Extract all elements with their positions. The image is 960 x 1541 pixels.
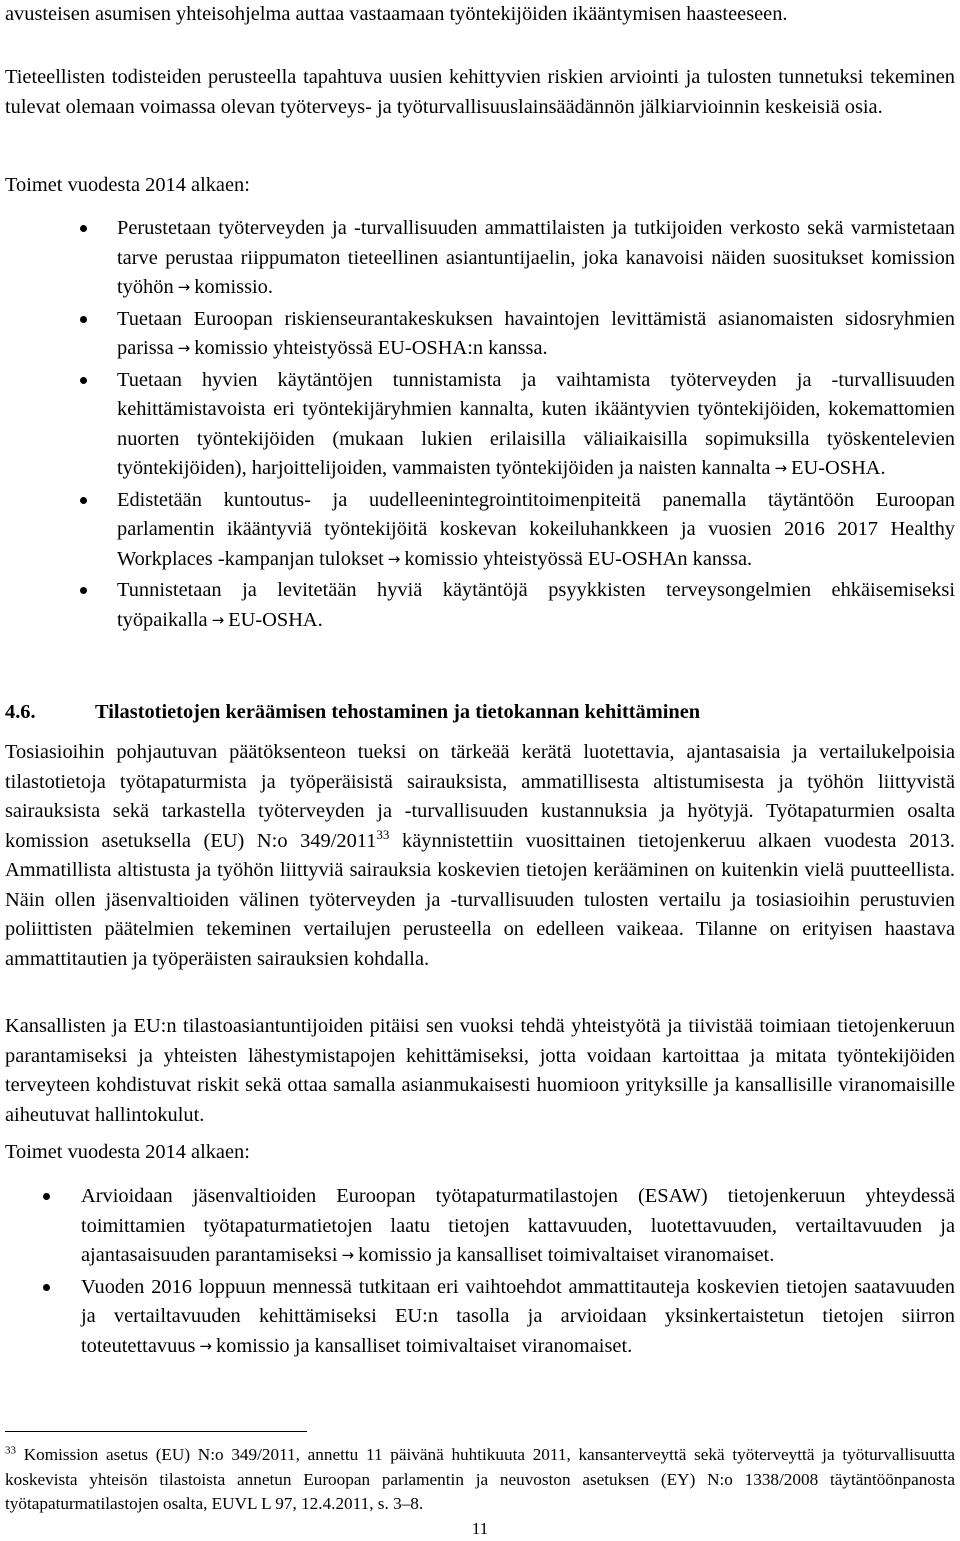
arrow-right-icon: →: [211, 610, 225, 629]
paragraph-risk-evaluation: Tieteellisten todisteiden perusteella tapahtuva uusien kehittyvien riskien arviointi ja tulosten tunnetuksi tekeminen tulevat olemaan voimassa olevan työterveys- ja työturvallisuuslainsäädännön jälkiarvioinnin keskeisiä osia.: [5, 66, 955, 118]
arrow-right-icon: →: [177, 339, 191, 357]
footnote: $^{33}$ Komission asetus (EU) N:o 349/2011, annettu 11 päivänä huhtikuuta 2011, kansanterveyttä sekä työterveyttä ja työturvallisuutta koskevista yhteisön tilastoista annetun Euroopan parlamentin ja neuvoston asetuksen (EY) N:o 1338/2008 täytäntöönpanosta työtapaturmatilastojen osalta, EUVL L 97, 12.4.2011, s. 3–8.: [5, 1444, 955, 1513]
bullet-icon: [80, 316, 87, 323]
actions-list-1: [117, 214, 955, 637]
list-item: Vuoden 2016 loppuun mennessä tutkitaan eri vaihtoehdot ammattitauteja koskevien tietojen saatavuuden ja vertailtavuuden kehittämiseksi EU:n tasolla ja arvioidaan yksinkertaistetun tietojen siirron toteutettavuus → komissio ja kansalliset toimivaltaiset viranomaiset.: [81, 1273, 955, 1363]
section-number: 4.6.: [5, 701, 36, 723]
bullet-icon: [80, 377, 87, 384]
list-item: Edistetään kuntoutus- ja uudelleenintegrointitoimenpiteitä panemalla täytäntöön Euroopan parlamentin ikääntyviä työntekijöitä koskevan kokeiluhankkeen ja vuosien 2016 2017 Healthy Workplaces -kampanjan tulokset → komissio yhteistyössä EU-OSHAn kanssa.: [117, 486, 955, 576]
paragraph-intro-continuation: avusteisen asumisen yhteisohjelma auttaa vastaamaan työntekijöiden ikääntymisen haasteeseen.: [5, 3, 788, 25]
arrow-right-icon: →: [387, 549, 401, 568]
bullet-icon: [80, 587, 87, 594]
paragraph-statistics: Tosiasioihin pohjautuvan päätöksenteon tueksi on tärkeää kerätä luotettavia, ajantasaisia ja vertailukelpoisia tilastotietoja työtapaturmista ja työperäisistä sairauksista, ammatillisesta altistumisesta ja työhön liittyvistä sairauksista sekä tarkastella työterveyden ja -turvallisuuden kustannuksia ja hyötyjä. Työtapaturmien osalta komission asetuksella (EU) N:o 349/2011$^{33}$ käynnistettiin vuosittainen tietojenkeruu alkaen vuodesta 2013. Ammatillista altistusta ja työhön liittyviä sairauksia koskevien tietojen kerääminen on kuitenkin vielä puutteellista. Näin ollen jäsenvaltioiden välinen työterveyden ja -turvallisuuden tulosten vertailu ja tosiasioihin perustuvien poliittisten päätelmien tekeminen vertailujen perusteella on edelleen vaikeaa. Tilanne on erityisen haastava ammattitautien ja työperäisten sairauksien kohdalla.: [5, 741, 955, 970]
list-item: Arvioidaan jäsenvaltioiden Euroopan työtapaturmatilastojen (ESAW) tietojenkeruun yhteydessä toimittamien työtapaturmatietojen laatu tietojen kattavuuden, luotettavuuden, vertailtavuuden ja ajantasaisuuden parantamiseksi → komissio ja kansalliset toimivaltaiset viranomaiset.: [81, 1182, 955, 1272]
list-item: Tunnistetaan ja levitetään hyviä käytäntöjä psyykkisten terveysongelmien ehkäisemiseksi työpaikalla → EU-OSHA.: [117, 576, 955, 636]
list-item: Tuetaan Euroopan riskienseurantakeskuksen havaintojen levittämistä asianomaisten sidosryhmien parissa → komissio yhteistyössä EU-OSHA:n kanssa.: [117, 305, 955, 365]
footnote-separator: [5, 1431, 307, 1432]
actions-label-2: Toimet vuodesta 2014 alkaen:: [5, 1141, 250, 1163]
arrow-right-icon: →: [341, 1246, 355, 1264]
arrow-right-icon: →: [199, 1336, 212, 1355]
actions-label-1: Toimet vuodesta 2014 alkaen:: [5, 174, 250, 196]
footnote-reference: 33: [376, 826, 390, 842]
arrow-right-icon: →: [177, 278, 191, 296]
bullet-icon: [43, 1284, 50, 1291]
list-item: Perustetaan työterveyden ja -turvallisuuden ammattilaisten ja tutkijoiden verkosto sekä varmistetaan tarve perustaa riippumaton tieteellinen asiantuntijaelin, joka kanavoisi näiden suositukset komission työhön → komissio.: [117, 214, 955, 304]
bullet-icon: [80, 225, 87, 232]
footnote-marker: 33: [5, 1444, 16, 1457]
section-heading: [5, 698, 955, 728]
list-item: Tuetaan hyvien käytäntöjen tunnistamista ja vaihtamista työterveyden ja -turvallisuuden kehittämistavoista eri työntekijäryhmien kannalta, kuten ikääntyvien työntekijöiden, kokemattomien nuorten työntekijöiden (mukaan lukien erilaisilla väliaikaisilla sopimuksilla työskentelevien työntekijöiden), harjoittelijoiden, vammaisten työntekijöiden ja naisten kannalta → EU-OSHA.: [117, 366, 955, 485]
page-number: 11: [471, 1519, 489, 1538]
bullet-icon: [80, 497, 87, 504]
actions-list-2: [81, 1182, 955, 1363]
bullet-icon: [43, 1193, 50, 1200]
paragraph-cooperation: Kansallisten ja EU:n tilastoasiantuntijoiden pitäisi sen vuoksi tehdä yhteistyötä ja tiivistää toimiaan tietojenkeruun parantamiseksi ja yhteisten lähestymistapojen kehittämiseksi, jotta voidaan kartoittaa ja mitata työntekijöiden terveyteen kohdistuvat riskit sekä ottaa samalla asianmukaisesti huomioon yrityksille ja kansallisille viranomaisille aiheutuvat hallintokulut.: [5, 1015, 955, 1126]
arrow-right-icon: →: [774, 459, 788, 477]
section-title: Tilastotietojen keräämisen tehostaminen ja tietokannan kehittäminen: [95, 701, 701, 723]
